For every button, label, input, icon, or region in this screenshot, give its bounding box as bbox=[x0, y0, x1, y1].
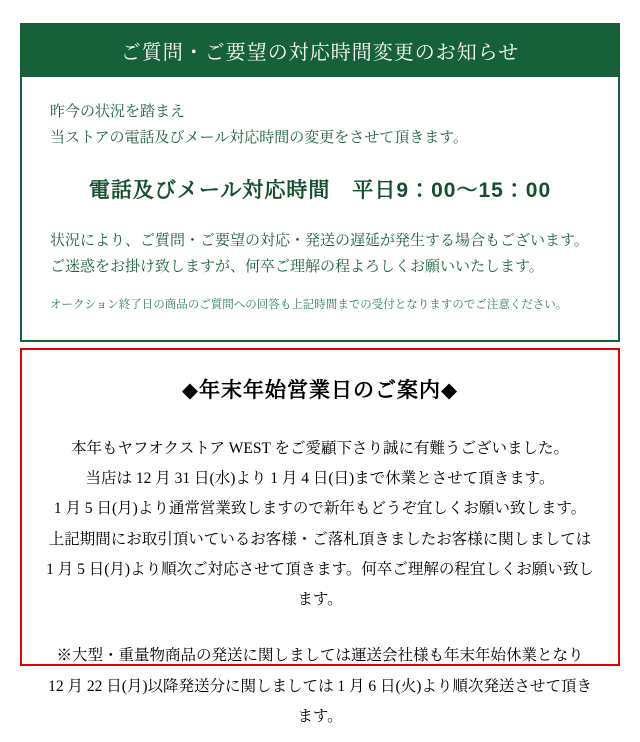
holiday-line-1: 本年もヤフオクストア WEST をご愛顧下さり誠に有難うございました。 bbox=[70, 440, 570, 457]
holiday-spacer bbox=[42, 615, 598, 641]
support-hours-notice-panel bbox=[20, 23, 620, 342]
notice-hours-text: 電話及びメール対応時間 平日9：00〜15：00 bbox=[88, 178, 552, 202]
holiday-line-2: 当店は 12 月 31 日(水)より 1 月 4 日(日)まで休業とさせて頂きます。 bbox=[85, 470, 555, 488]
holiday-line-3: 1 月 5 日(月)より通常営業致しますので新年もどうぞ宜しくお願い致します。 bbox=[53, 500, 587, 518]
notice-line-2: 当ストアの電話及びメール対応時間の変更をさせて頂きます。 bbox=[50, 129, 469, 147]
holiday-body bbox=[22, 350, 618, 742]
holiday-schedule-panel bbox=[20, 348, 620, 725]
holiday-title: ◆年末年始営業日のご案内◆ bbox=[181, 378, 459, 402]
notice-body bbox=[22, 77, 618, 340]
holiday-line-4: 上記期間にお取引頂いているお客様・ご落札頂きましたお客様に関しましては bbox=[48, 530, 592, 548]
holiday-line-5: 1 月 5 日(月)より順次ご対応させて頂きます。何卒ご理解の程宜しくお願い致します。 bbox=[46, 560, 594, 609]
notice-line-3: 状況により、ご質問・ご要望の対応・発送の遅延が発生する場合もございます。 bbox=[50, 231, 589, 249]
holiday-line-7: 12 月 22 日(月)以降発送分に関しましては 1 月 6 日(火)より順次発送させて頂きます。 bbox=[48, 677, 592, 725]
notice-fineprint: オークション終了日の商品のご質問への回答も上記時間までの受付となりますのでご注意ください。 bbox=[50, 299, 568, 311]
notice-header-title: ご質問・ご要望の対応時間変更のお知らせ bbox=[22, 25, 618, 77]
notice-line-1: 昨今の状況を踏まえ bbox=[50, 103, 186, 120]
notice-line-4: ご迷惑をお掛け致しますが、何卒ご理解の程よろしくお願いいたします。 bbox=[50, 257, 544, 275]
holiday-line-6: ※大型・重量物商品の発送に関しましては運送会社様も年末年始休業となり bbox=[56, 647, 584, 665]
